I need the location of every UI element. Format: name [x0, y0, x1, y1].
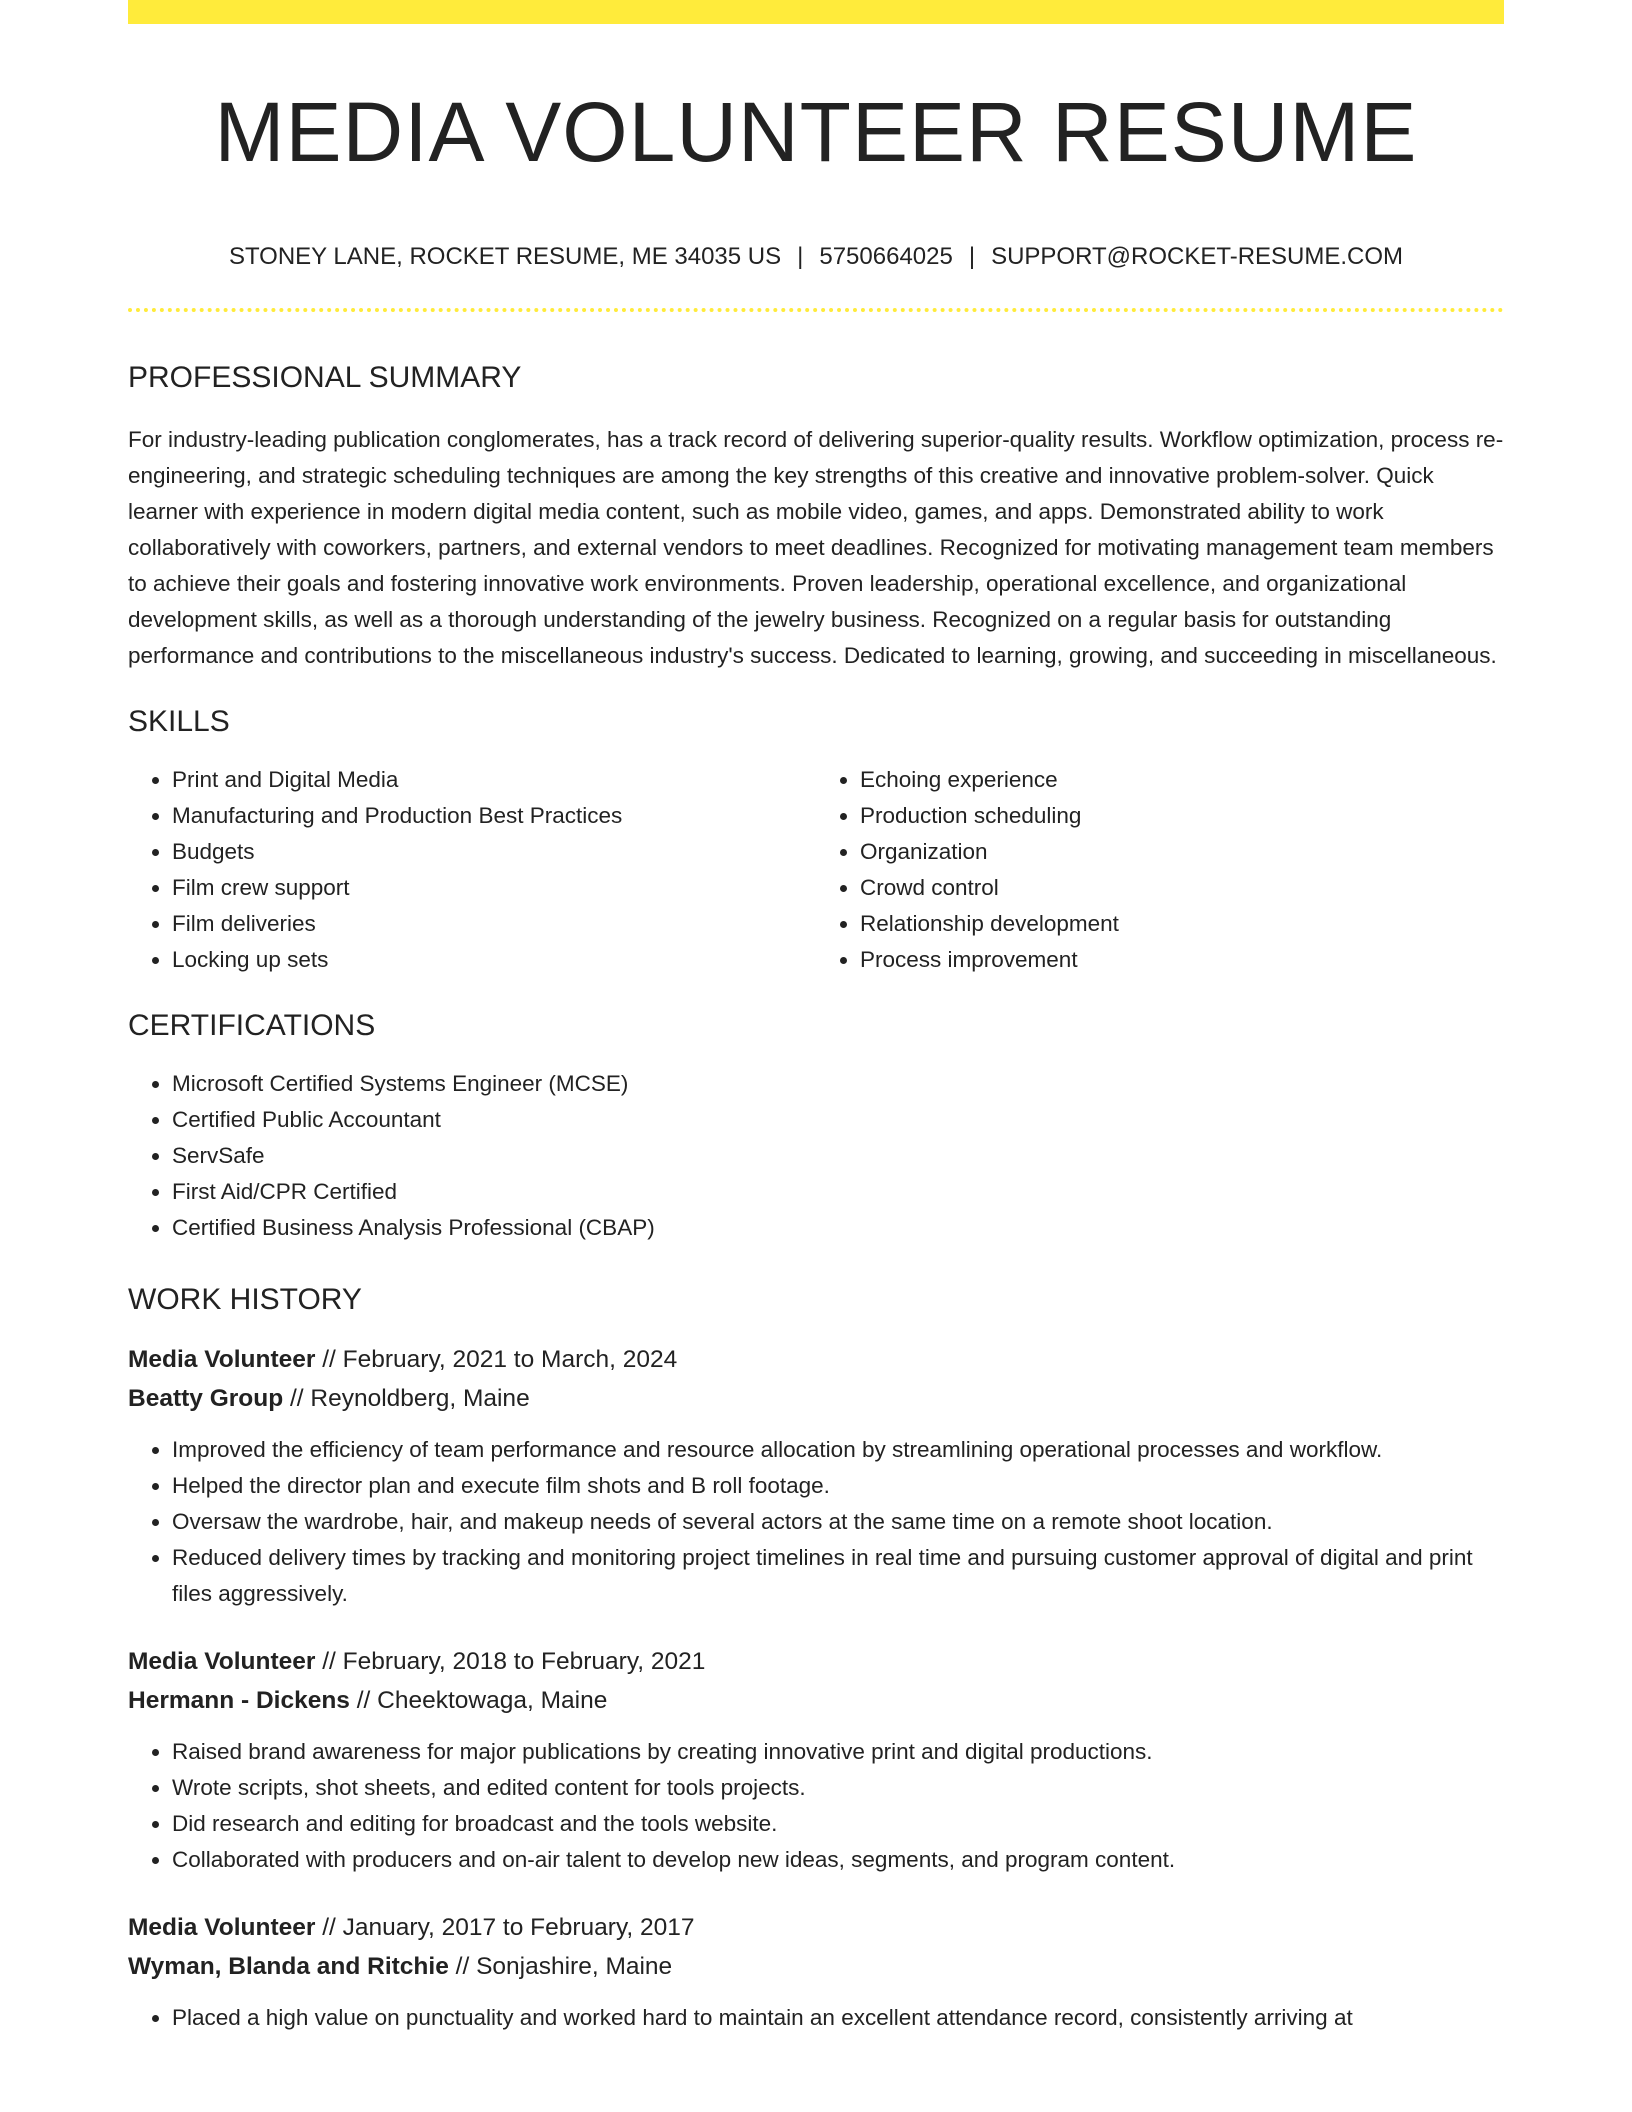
page-title: MEDIA VOLUNTEER RESUME	[214, 85, 1418, 179]
work-history-heading: WORK HISTORY	[128, 1282, 362, 1316]
job-dates: // January, 2017 to February, 2017	[322, 1913, 695, 1941]
job-title: Media Volunteer	[128, 1647, 316, 1675]
contact-phone: 5750664025	[819, 242, 953, 270]
certification-item: • Certified Public Accountant	[172, 1102, 1504, 1138]
job-dates: // February, 2018 to February, 2021	[322, 1647, 706, 1675]
skill-item: • Production scheduling	[860, 798, 1504, 834]
job-entry	[128, 1340, 1504, 1612]
job-bullets	[128, 2000, 1504, 2036]
skills-heading: SKILLS	[128, 704, 230, 738]
job-location: // Reynoldberg, Maine	[290, 1384, 530, 1412]
job-bullet: • Collaborated with producers and on-air talent to develop new ideas, segments, and program content.	[172, 1842, 1504, 1878]
certifications-list	[128, 1066, 1504, 1246]
job-bullet: • Wrote scripts, shot sheets, and edited content for tools projects.	[172, 1770, 1504, 1806]
job-company: Wyman, Blanda and Ritchie	[128, 1952, 449, 1980]
resume-page	[128, 0, 1504, 2036]
job-bullet: • Did research and editing for broadcast and the tools website.	[172, 1806, 1504, 1842]
skill-item: • Crowd control	[860, 870, 1504, 906]
job-bullet: • Improved the efficiency of team performance and resource allocation by streamlining operational processes and workflow.	[172, 1432, 1504, 1468]
job-company-line	[128, 1379, 1504, 1418]
skill-item: • Film crew support	[172, 870, 816, 906]
job-location: // Cheektowaga, Maine	[356, 1686, 608, 1714]
job-company-line	[128, 1681, 1504, 1720]
skill-item: • Echoing experience	[860, 762, 1504, 798]
skill-item: • Relationship development	[860, 906, 1504, 942]
dotted-divider	[128, 308, 1504, 312]
job-bullet: • Reduced delivery times by tracking and monitoring project timelines in real time and pursuing customer approval of digital and print files aggressively.	[172, 1540, 1504, 1612]
job-title-line	[128, 1642, 1504, 1681]
summary-heading: PROFESSIONAL SUMMARY	[128, 360, 522, 394]
skill-item: • Film deliveries	[172, 906, 816, 942]
job-bullet: • Raised brand awareness for major publications by creating innovative print and digital productions.	[172, 1734, 1504, 1770]
accent-top-bar	[128, 0, 1504, 24]
job-bullets	[128, 1432, 1504, 1612]
job-title: Media Volunteer	[128, 1913, 316, 1941]
job-dates: // February, 2021 to March, 2024	[322, 1345, 678, 1373]
job-company-line	[128, 1947, 1504, 1986]
job-bullet: • Oversaw the wardrobe, hair, and makeup needs of several actors at the same time on a remote shoot location.	[172, 1504, 1504, 1540]
contact-separator: |	[797, 242, 804, 270]
job-entry	[128, 1642, 1504, 1878]
skills-list-left	[128, 762, 816, 978]
skill-item: • Budgets	[172, 834, 816, 870]
certification-item: • Microsoft Certified Systems Engineer (MCSE)	[172, 1066, 1504, 1102]
skill-item: • Manufacturing and Production Best Practices	[172, 798, 816, 834]
job-company: Hermann - Dickens	[128, 1686, 350, 1714]
certification-item: • Certified Business Analysis Professional (CBAP)	[172, 1210, 1504, 1246]
skills-list-right	[816, 762, 1504, 978]
job-bullet: • Helped the director plan and execute film shots and B roll footage.	[172, 1468, 1504, 1504]
skill-item: • Organization	[860, 834, 1504, 870]
job-company: Beatty Group	[128, 1384, 284, 1412]
job-bullets	[128, 1734, 1504, 1878]
skill-item: • Process improvement	[860, 942, 1504, 978]
certification-item: • First Aid/CPR Certified	[172, 1174, 1504, 1210]
skills-grid	[128, 762, 1504, 978]
job-location: // Sonjashire, Maine	[455, 1952, 673, 1980]
job-bullet: • Placed a high value on punctuality and worked hard to maintain an excellent attendance record, consistently arriving at	[172, 2000, 1504, 2036]
certifications-heading: CERTIFICATIONS	[128, 1008, 376, 1042]
job-title: Media Volunteer	[128, 1345, 316, 1373]
job-title-line	[128, 1340, 1504, 1379]
skill-item: • Print and Digital Media	[172, 762, 816, 798]
contact-address: STONEY LANE, ROCKET RESUME, ME 34035 US	[228, 242, 782, 270]
job-entry	[128, 1908, 1504, 2036]
summary-text: For industry-leading publication conglomerates, has a track record of delivering superior-quality results. Workflow optimization, process re-engineering, and strategic scheduling techniques are among the key strengths of this creative and innovative problem-solver. Quick learner with experience in modern digital media content, such as mobile video, games, and apps. Demonstrated ability to work collaboratively with coworkers, partners, and external vendors to meet deadlines. Recognized for motivating management team members to achieve their goals and fostering innovative work environments. Proven leadership, operational excellence, and organizational development skills, as well as a thorough understanding of the jewelry business. Recognized on a regular basis for outstanding performance and contributions to the miscellaneous industry's success. Dedicated to learning, growing, and succeeding in miscellaneous.	[128, 426, 1504, 668]
certification-item: • ServSafe	[172, 1138, 1504, 1174]
skill-item: • Locking up sets	[172, 942, 816, 978]
job-title-line	[128, 1908, 1504, 1947]
contact-line	[128, 243, 1504, 272]
contact-separator: |	[968, 242, 976, 270]
contact-email: SUPPORT@ROCKET-RESUME.COM	[991, 242, 1404, 270]
